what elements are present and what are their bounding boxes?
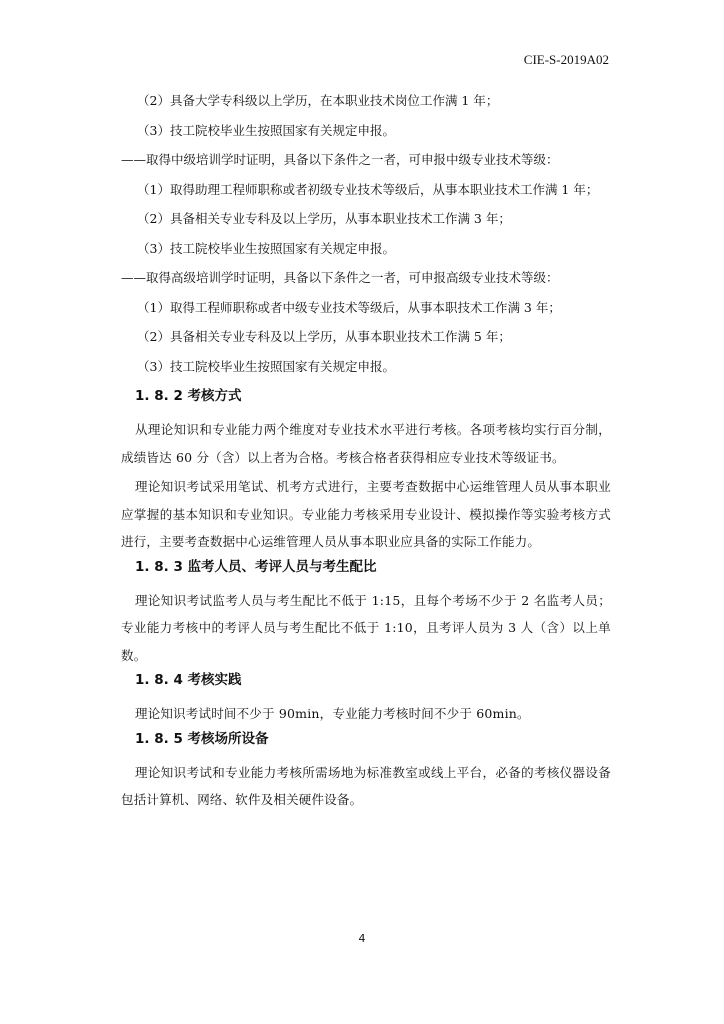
requirement-line: （3）技工院校毕业生按照国家有关规定申报。: [137, 358, 395, 374]
section-heading-venue-equipment: 1. 8. 5 考核场所设备: [135, 730, 269, 747]
paragraph: 从理论知识和专业能力两个维度对专业技术水平进行考核。各项考核均实行百分制，成绩皆达 60 分（含）以上者为合格。考核合格者获得相应专业技术等级证书。: [121, 422, 611, 465]
level-condition-intro: ——取得中级培训学时证明，具备以下条件之一者，可申报中级专业技术等级：: [121, 152, 559, 167]
section-heading-assessment-practice: 1. 8. 4 考核实践: [135, 672, 242, 688]
requirement-line: （2）具备相关专业专科及以上学历，从事本职业技术工作满 5 年；: [137, 329, 511, 344]
document-body: [121, 92, 611, 816]
requirement-line: （1）取得助理工程师职称或者初级专业技术等级后，从事本职业技术工作满 1 年；: [137, 181, 599, 197]
paragraph: 理论知识考试采用笔试、机考方式进行，主要考查数据中心运维管理人员从事本职业应掌握的基本知识和专业知识。专业能力考核采用专业设计、模拟操作等实验考核方式进行，主要考查数据中心运维管理人员从事本职业应具备的实际工作能力。: [121, 479, 611, 549]
requirement-line: （1）取得工程师职称或者中级专业技术等级后，从事本职技术工作满 3 年；: [137, 299, 561, 315]
requirement-line: （2）具备大学专科级以上学历，在本职业技术岗位工作满 1 年；: [137, 93, 499, 108]
section-heading-staff-ratio: 1. 8. 3 监考人员、考评人员与考生配比: [135, 558, 377, 575]
paragraph: 理论知识考试监考人员与考生配比不低于 1:15，且每个考场不少于 2 名监考人员；专业能力考核中的考评人员与考生配比不低于 1:10，且考评人员为 3 人（含）以上单数。: [121, 592, 611, 663]
requirement-line: （3）技工院校毕业生按照国家有关规定申报。: [137, 122, 395, 138]
paragraph: 理论知识考试时间不少于 90min，专业能力考核时间不少于 60min。: [135, 706, 530, 721]
requirement-line: （2）具备相关专业专科及以上学历，从事本职业技术工作满 3 年；: [137, 211, 511, 226]
requirement-line: （3）技工院校毕业生按照国家有关规定申报。: [137, 240, 395, 256]
document-code: CIE-S-2019A02: [523, 52, 609, 67]
section-heading-assessment-method: 1. 8. 2 考核方式: [135, 388, 242, 404]
paragraph: 理论知识考试和专业能力考核所需场地为标准教室或线上平台，必备的考核仪器设备包括计算机、网络、软件及相关硬件设备。: [121, 764, 611, 807]
page-number: 4: [358, 932, 366, 945]
level-condition-intro: ——取得高级培训学时证明，具备以下条件之一者，可申报高级专业技术等级：: [121, 270, 559, 285]
